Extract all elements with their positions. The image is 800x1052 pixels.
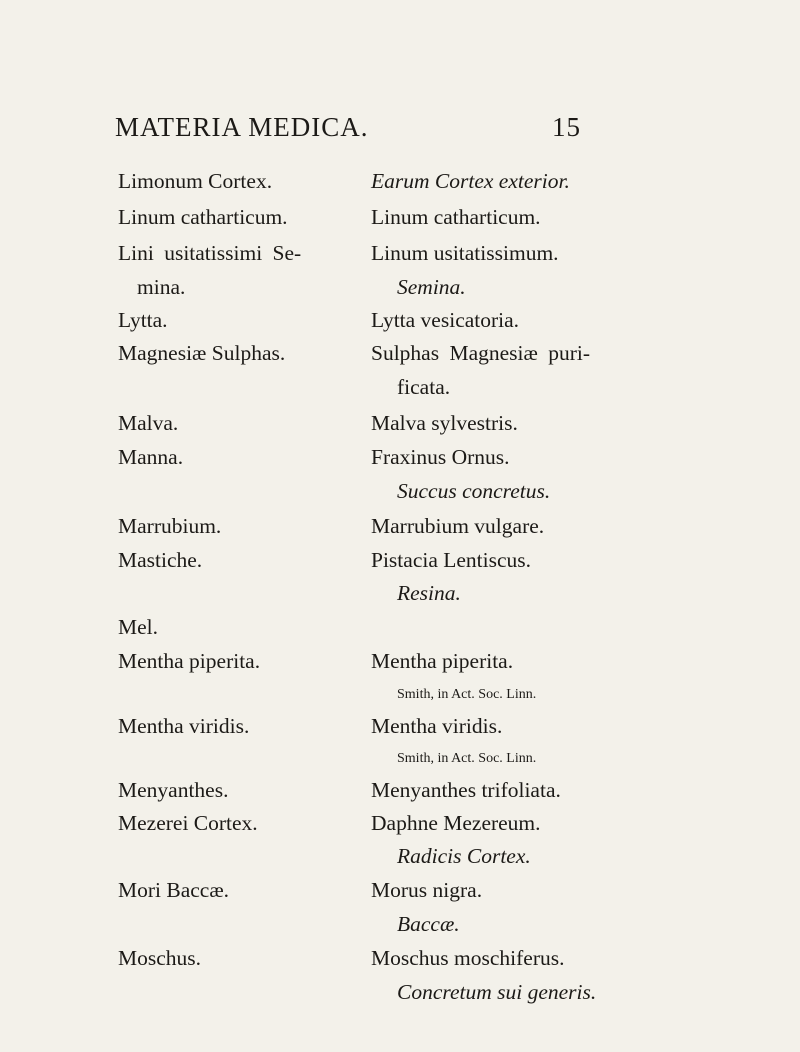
left-entry: Mezerei Cortex.: [118, 811, 258, 835]
left-entry: Moschus.: [118, 946, 202, 970]
right-entry: Fraxinus Ornus.: [371, 445, 510, 469]
right-entry: Sulphas Magnesiæ puri-: [371, 341, 591, 365]
right-entry: Smith, in Act. Soc. Linn.: [397, 751, 537, 766]
right-entry: Malva sylvestris.: [371, 411, 518, 435]
left-entry: Lini usitatissimi Se-: [118, 241, 302, 265]
right-entry: Morus nigra.: [371, 878, 483, 902]
left-entry: mina.: [137, 275, 186, 299]
right-entry: Baccæ.: [397, 912, 460, 936]
right-entry: Menyanthes trifoliata.: [371, 778, 561, 802]
left-entry: Mori Baccæ.: [118, 878, 230, 902]
right-entry: Semina.: [397, 275, 466, 299]
page-number: 15: [552, 112, 581, 142]
right-entry: Daphne Mezereum.: [371, 811, 541, 835]
right-entry: ficata.: [397, 375, 451, 399]
right-entry: Moschus moschiferus.: [371, 946, 565, 970]
left-entry: Malva.: [118, 411, 179, 435]
left-entry: Linum catharticum.: [118, 205, 288, 229]
left-entry: Lytta.: [118, 308, 168, 332]
page-title: MATERIA MEDICA.: [115, 112, 369, 142]
right-entry: Pistacia Lentiscus.: [371, 548, 532, 572]
right-entry: Concretum sui generis.: [397, 980, 597, 1004]
right-entry: Mentha piperita.: [371, 649, 514, 673]
left-entry: Menyanthes.: [118, 778, 229, 802]
left-entry: Magnesiæ Sulphas.: [118, 341, 286, 365]
right-entry: Smith, in Act. Soc. Linn.: [397, 687, 537, 702]
left-entry: Limonum Cortex.: [118, 169, 273, 193]
left-entry: Marrubium.: [118, 514, 222, 538]
left-entry: Mel.: [118, 615, 159, 639]
right-entry: Marrubium vulgare.: [371, 514, 545, 538]
left-entry: Mentha viridis.: [118, 714, 250, 738]
right-entry: Succus concretus.: [397, 479, 551, 503]
right-entry: Lytta vesicatoria.: [371, 308, 520, 332]
right-entry: Linum catharticum.: [371, 205, 541, 229]
right-entry: Mentha viridis.: [371, 714, 503, 738]
right-entry: Earum Cortex exterior.: [371, 169, 570, 193]
right-entry: Linum usitatissimum.: [371, 241, 559, 265]
left-entry: Mastiche.: [118, 548, 203, 572]
right-entry: Radicis Cortex.: [397, 844, 531, 868]
right-entry: Resina.: [397, 581, 461, 605]
left-entry: Manna.: [118, 445, 184, 469]
left-entry: Mentha piperita.: [118, 649, 261, 673]
